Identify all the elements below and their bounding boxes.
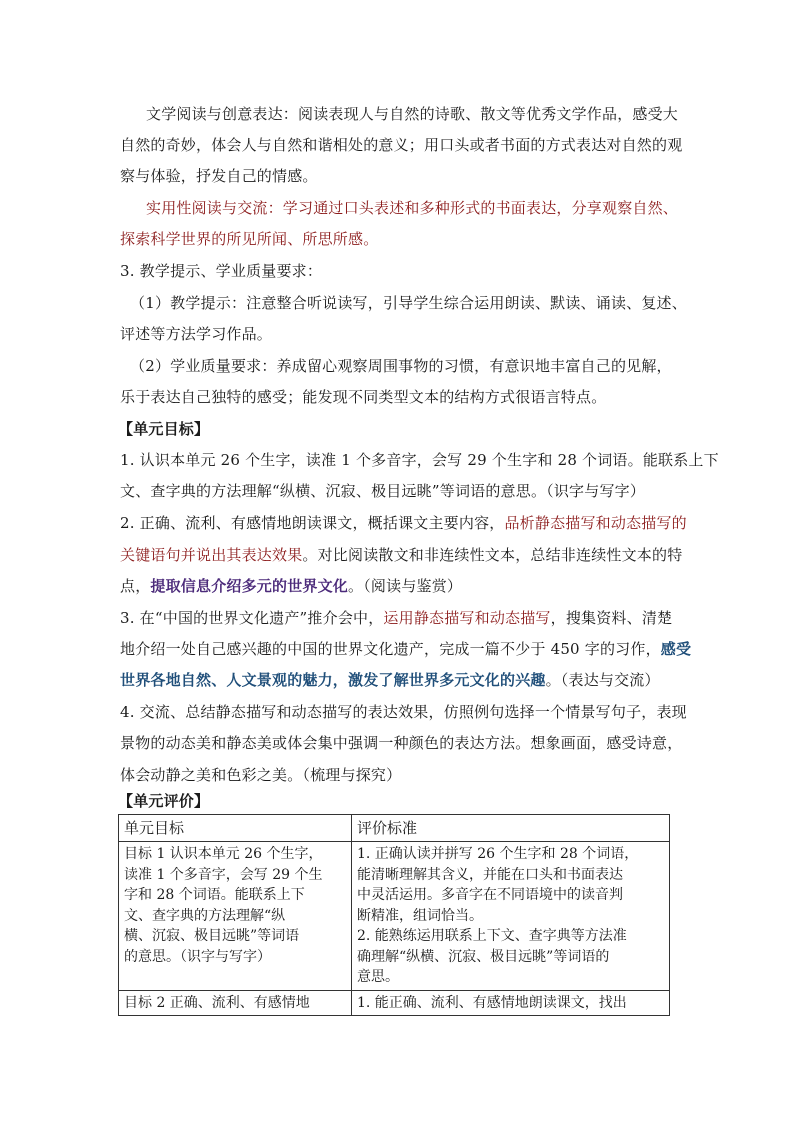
cell-line: 中灵活运用。多音字在不同语境中的读音判 — [357, 887, 623, 903]
goal-3-emphasis: 感受 — [660, 640, 692, 658]
cell-line: 断精准，组词恰当。 — [357, 907, 483, 924]
cell-line: 1. 能正确、流利、有感情地朗读课文，找出 — [357, 994, 627, 1011]
goal-cell — [119, 842, 352, 991]
paragraph-practical-reading-line-1: 实用性阅读与交流：学习通过口头表述和多种形式的书面表达，分享观察自然、 — [146, 199, 679, 217]
goal-3-text: ，搜集资料、清楚 — [550, 609, 673, 627]
goal-4-line-3: 体会动静之美和色彩之美。（梳理与探究） — [120, 766, 402, 784]
cell-line: 能清晰理解其含义，并能在口头和书面表达 — [357, 866, 623, 883]
teaching-hint-1-line-1: （1）教学提示：注意整合听说读写，引导学生综合运用朗读、默读、诵读、复述、 — [130, 294, 687, 312]
goal-4-line-2: 景物的动态美和静态美或体会集中强调一种颜色的表达方法。想象画面，感受诗意， — [120, 734, 683, 752]
goal-2-text: 。对比阅读散文和非连续性文本，总结非连续性文本的特 — [302, 546, 683, 564]
evaluation-table — [118, 814, 670, 1016]
goal-4-line-1: 4. 交流、总结静态描写和动态描写的表达效果，仿照例句选择一个情景写句子，表现 — [120, 703, 687, 721]
goal-2-text: 点， — [120, 577, 151, 595]
goal-2-emphasis: 提取信息介绍多元的世界文化 — [150, 577, 349, 595]
paragraph-literary-reading-line-3: 察与体验，抒发自己的情感。 — [120, 167, 318, 185]
paragraph-literary-reading-line-1: 文学阅读与创意表达：阅读表现人与自然的诗歌、散文等优秀文学作品，感受大 — [146, 105, 679, 123]
teaching-hint-1-line-2: 评述等方法学习作品。 — [120, 325, 273, 343]
quality-requirement-line-2: 乐于表达自己独特的感受；能发现不同类型文本的结构方式很语言特点。 — [120, 388, 607, 406]
cell-line: 目标 2 正确、流利、有感情地 — [124, 994, 310, 1011]
paragraph-practical-reading-line-2: 探索科学世界的所见所闻、所思所感。 — [120, 230, 379, 248]
unit-eval-heading: 【单元评价】 — [118, 792, 210, 810]
goal-3-text: 地介绍一处自己感兴趣的中国的世界文化遗产，完成一篇不少于 450 字的习作， — [120, 640, 661, 658]
cell-line: 横、沉寂、极目远眺”等词语 — [124, 928, 300, 944]
cell-line: 1. 正确认读并拼写 26 个生字和 28 个词语， — [357, 846, 639, 862]
goal-2-line-2 — [120, 545, 682, 565]
quality-requirement-line-1: （2）学业质量要求：养成留心观察周围事物的习惯，有意识地丰富自己的见解， — [130, 357, 672, 375]
cell-line: 文、查字典的方法理解“纵 — [124, 907, 286, 924]
goal-2-line-1 — [120, 513, 687, 533]
table-header-cell: 单元目标 — [119, 815, 352, 842]
cell-line: 字和 28 个词语。能联系上下 — [124, 887, 305, 903]
goal-2-text: 2. 正确、流利、有感情地朗读课文，概括课文主要内容， — [120, 514, 505, 532]
goal-2-text: 。（阅读与鉴赏） — [348, 577, 463, 595]
unit-goals-heading: 【单元目标】 — [118, 420, 210, 438]
goal-3-emphasis: 世界各地自然、人文景观的魅力，激发了解世界多元文化的兴趣 — [120, 671, 546, 689]
goal-1-line-2: 文、查字典的方法理解“纵横、沉寂、极目远眺”等词语的意思。（识字与写字） — [120, 482, 646, 500]
goal-2-line-3 — [120, 576, 462, 596]
cell-line: 确理解“纵横、沉寂、极目远眺”等词语的 — [357, 948, 610, 965]
goal-2-highlight: 关键语句并说出其表达效果 — [120, 546, 303, 564]
table-row — [119, 842, 670, 991]
goal-3-line-2 — [120, 639, 691, 659]
goal-cell — [119, 990, 352, 1016]
cell-line: 2. 能熟练运用联系上下文、查字典等方法准 — [357, 928, 627, 944]
goal-3-line-3 — [120, 670, 660, 690]
goal-3-text: 。（表达与交流） — [545, 671, 660, 689]
goal-2-highlight: 品析静态描写和动态描写的 — [504, 514, 687, 532]
cell-line: 的意思。（识字与写字） — [124, 948, 271, 965]
teaching-hints-title: 3. 教学提示、学业质量要求： — [120, 262, 323, 280]
table-header-row — [119, 815, 670, 842]
cell-line: 目标 1 认识本单元 26 个生字， — [124, 846, 323, 862]
goal-1-line-1: 1. 认识本单元 26 个生字，读准 1 个多音字，会写 29 个生字和 28 个词语。能联系上下 — [120, 451, 719, 469]
cell-line: 读准 1 个多音字，会写 29 个生 — [124, 866, 323, 883]
table-header-cell: 评价标准 — [352, 815, 670, 842]
cell-line: 意思。 — [357, 969, 399, 985]
goal-3-line-1 — [120, 608, 672, 628]
goal-3-highlight: 运用静态描写和动态描写 — [383, 609, 551, 627]
paragraph-literary-reading-line-2: 自然的奇妙，体会人与自然和谐相处的意义；用口头或者书面的方式表达对自然的观 — [120, 136, 683, 154]
goal-3-text: 3. 在“中国的世界文化遗产”推介会中， — [120, 609, 384, 627]
table-row — [119, 990, 670, 1016]
criteria-cell — [352, 990, 670, 1016]
criteria-cell — [352, 842, 670, 991]
